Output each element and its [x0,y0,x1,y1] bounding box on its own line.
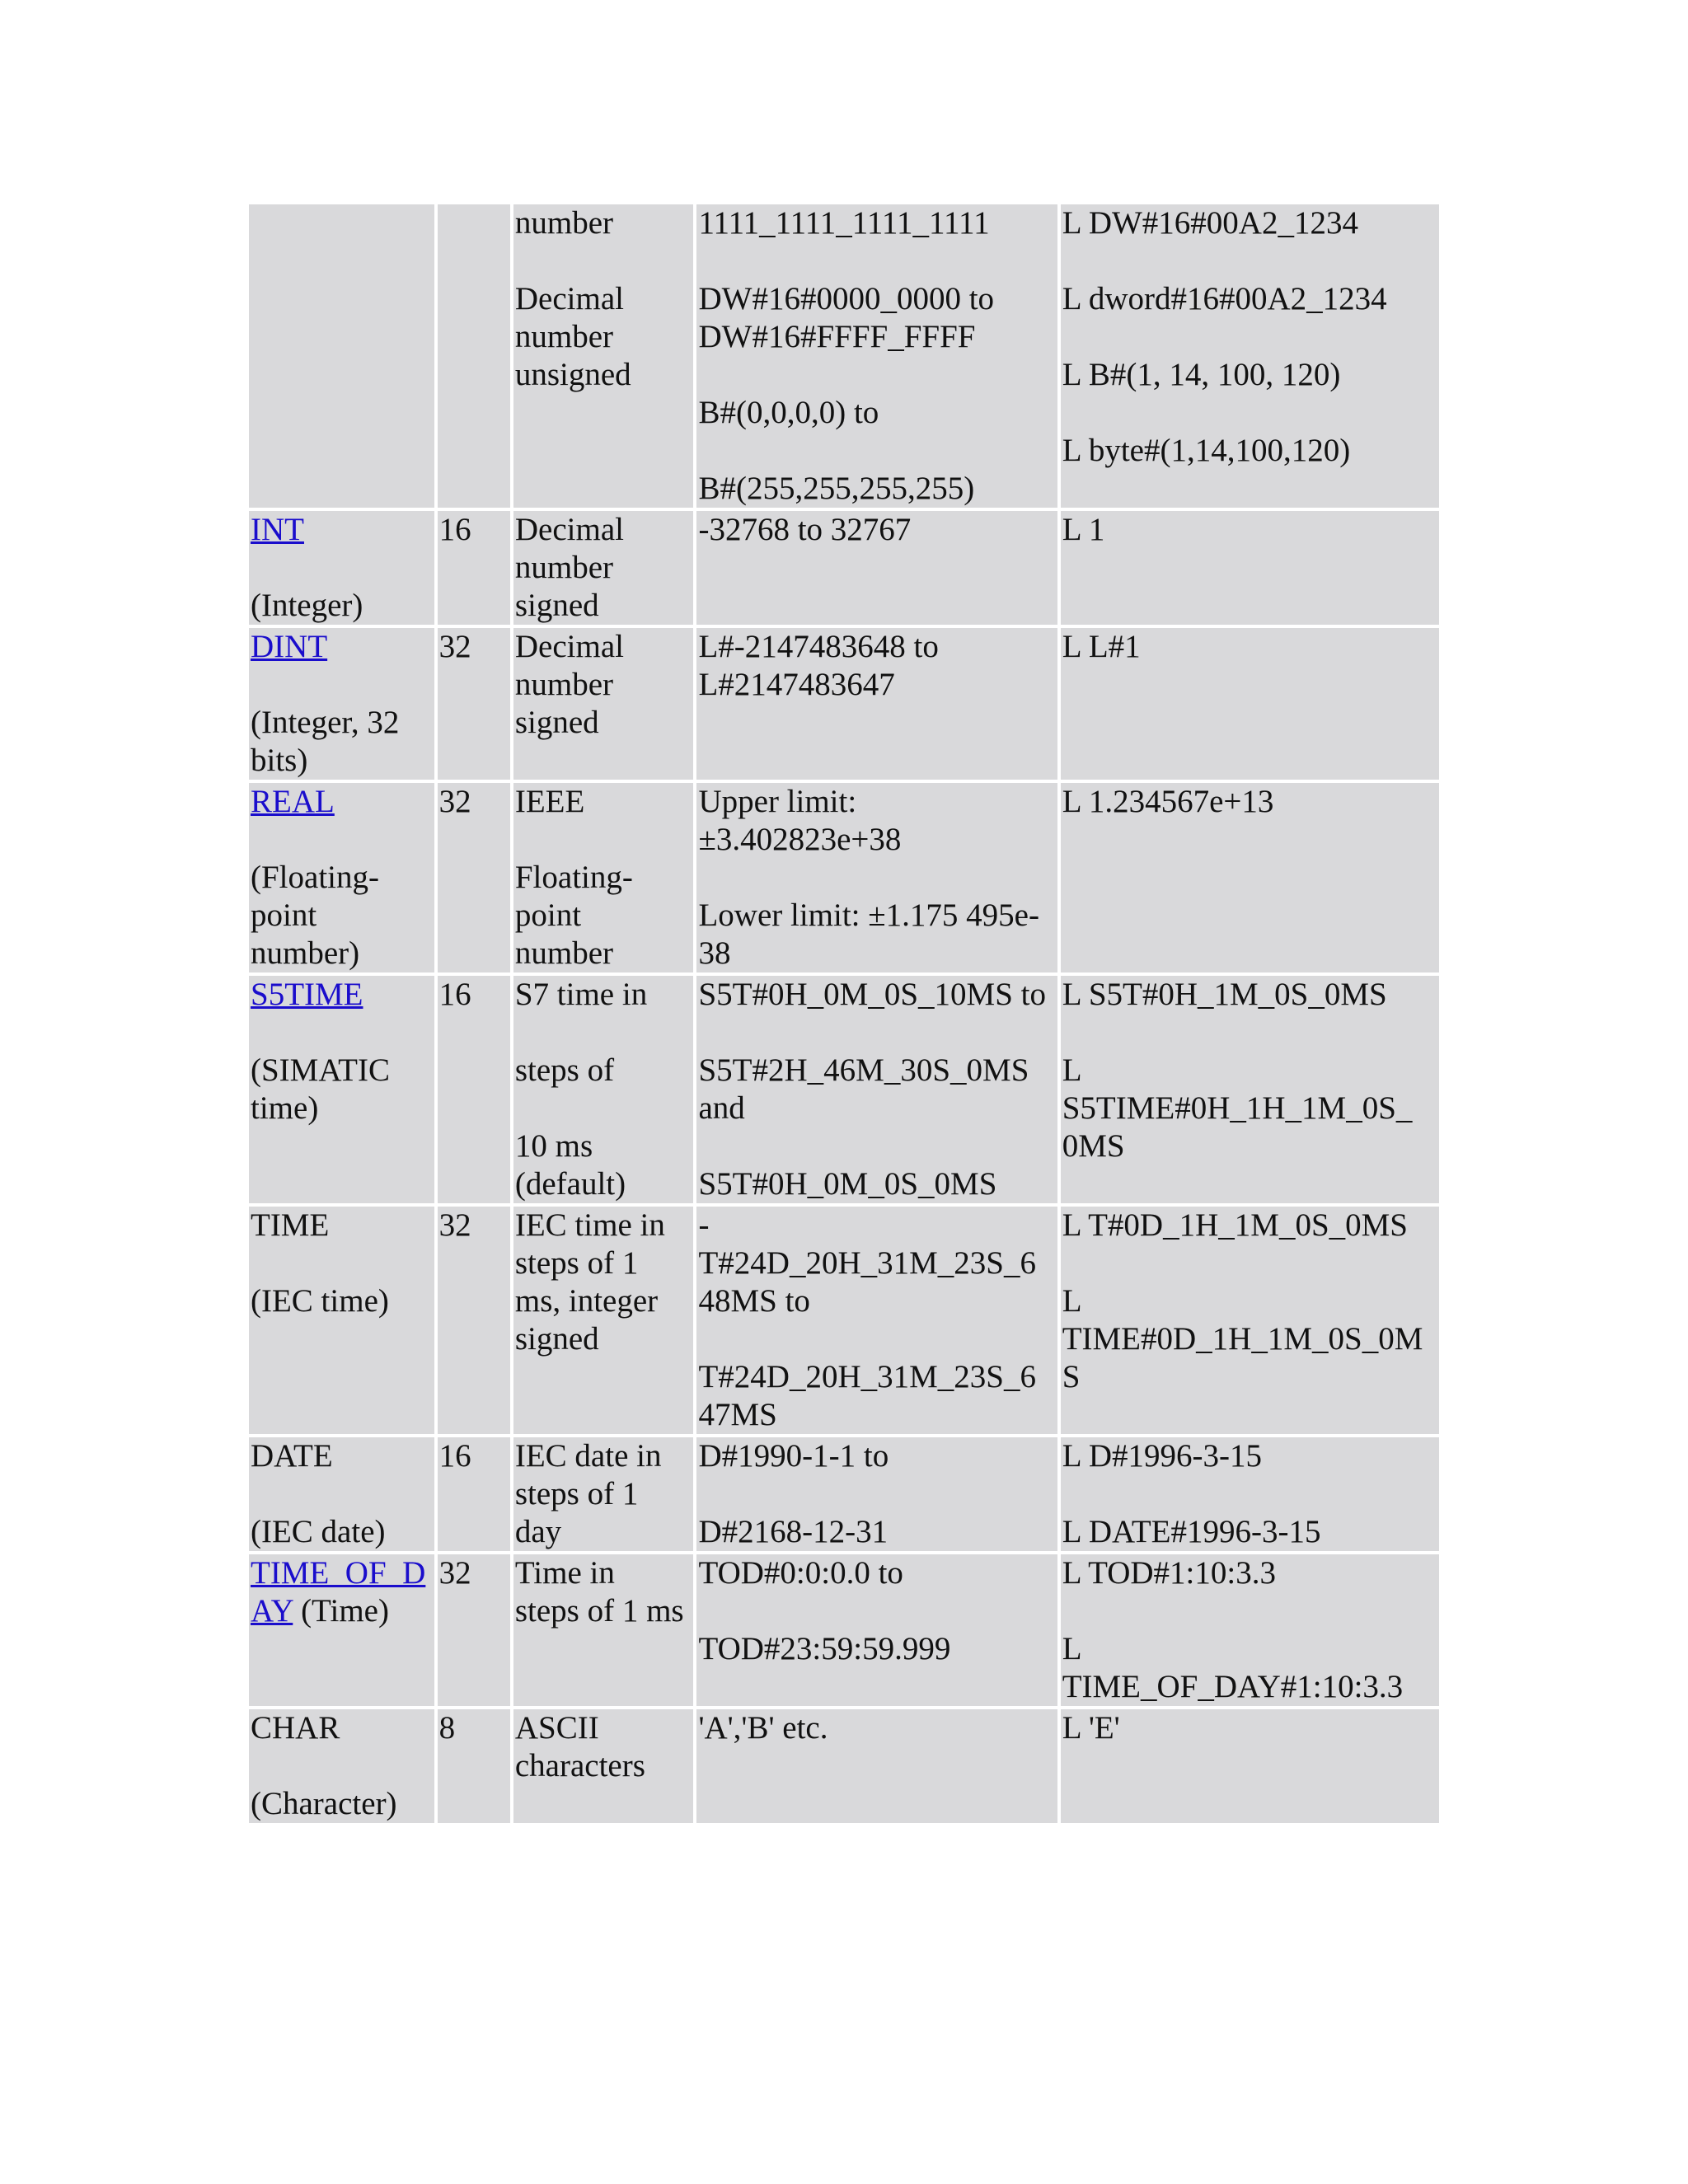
cell-text: L dword#16#00A2_1234 [1062,281,1387,316]
type-cell [249,783,434,972]
bits-cell [438,976,510,1203]
cell-text: B#(255,255,255,255) [698,471,975,506]
cell-text: 'A','B' etc. [698,1710,828,1746]
example-cell [1061,1207,1439,1434]
line-gap [251,549,433,587]
type-cell [249,511,434,625]
cell-text: 16 [438,977,471,1012]
cell-text: steps of [514,1052,615,1088]
range-cell [696,628,1057,780]
data-types-table [246,201,1442,1826]
line-gap [698,859,1055,897]
bits-cell [438,628,510,780]
table-row [249,1437,1439,1551]
type-link[interactable]: REAL [251,784,335,819]
cell-text: S5T#0H_0M_0S_0MS [698,1166,997,1202]
cell-text: L TOD#1:10:3.3 [1062,1555,1276,1591]
cell-text: (IEC time) [251,1283,389,1319]
example-cell [1061,1437,1439,1551]
line-gap [698,432,1055,470]
cell-text: day [514,1514,562,1549]
range-cell [696,1554,1057,1706]
line-gap [698,1475,1055,1513]
cell-text: signed [514,1321,599,1357]
line-gap [515,821,692,859]
range-cell [696,1207,1057,1434]
cell-text: (IEC date) [251,1514,386,1549]
cell-text: L#-2147483648 to [698,629,939,664]
line-gap [1062,1244,1437,1282]
line-gap [698,1592,1055,1630]
cell-text: Decimal [514,512,624,547]
line-gap [1062,318,1437,356]
bits-cell [438,1554,510,1706]
cell-text: IEC time in [514,1207,665,1243]
cell-text: L [1062,1631,1082,1666]
cell-text: point [251,898,317,933]
type-cell [249,1437,434,1551]
cell-text: L#2147483647 [698,667,895,702]
cell-text: IEC date in [514,1438,662,1474]
cell-text: L 'E' [1062,1710,1120,1746]
cell-text: 38 [698,935,731,971]
bits-cell [438,783,510,972]
format-cell [513,204,694,508]
cell-text: L T#0D_1H_1M_0S_0MS [1062,1207,1408,1243]
cell-text: 32 [438,1207,471,1243]
cell-text: 47MS [698,1397,777,1432]
cell-text: TIME_OF_DAY#1:10:3.3 [1062,1669,1404,1704]
cell-text: L [1062,1283,1082,1319]
line-gap [251,1014,433,1052]
example-cell [1061,628,1439,780]
cell-text: T#24D_20H_31M_23S_6 [698,1245,1036,1281]
cell-text: number [514,205,613,241]
cell-text: ASCII [514,1710,599,1746]
cell-text: 48MS to [698,1283,810,1319]
example-cell [1061,783,1439,972]
range-cell [696,204,1057,508]
type-suffix: (Time) [293,1593,389,1629]
cell-text: 32 [438,784,471,819]
cell-text: - [698,1207,710,1243]
cell-text: steps of 1 [514,1476,639,1511]
type-cell [249,628,434,780]
line-gap [1062,394,1437,432]
cell-text: L L#1 [1062,629,1141,664]
cell-text: (Integer) [251,588,363,623]
cell-text: DATE [251,1438,333,1474]
range-cell [696,511,1057,625]
cell-text: TOD#0:0:0.0 to [698,1555,903,1591]
range-cell [696,1437,1057,1551]
cell-text: (Floating- [251,860,379,895]
type-cell [249,1709,434,1823]
cell-text: S5TIME#0H_1H_1M_0S_ [1062,1090,1413,1126]
table-row [249,1709,1439,1823]
line-gap [698,242,1055,280]
format-cell [513,783,694,972]
cell-text: IEEE [514,784,585,819]
cell-text: 0MS [1062,1128,1125,1164]
cell-text: signed [514,705,599,740]
format-cell [513,1554,694,1706]
format-cell [513,1709,694,1823]
format-cell [513,1437,694,1551]
range-cell [696,1709,1057,1823]
cell-text: L D#1996-3-15 [1062,1438,1262,1474]
cell-text: DW#16#FFFF_FFFF [698,319,976,354]
cell-text: number) [251,935,360,971]
example-cell [1061,204,1439,508]
cell-text: CHAR [251,1710,340,1746]
table-row [249,783,1439,972]
type-link-continued[interactable]: AY [251,1593,293,1629]
cell-text: point [514,898,582,933]
cell-text: number [514,550,613,585]
bits-cell [438,1207,510,1434]
line-gap [515,242,692,280]
cell-text: S5T#2H_46M_30S_0MS [698,1052,1029,1088]
cell-text: S [1062,1359,1081,1394]
example-cell [1061,1709,1439,1823]
line-gap [515,1014,692,1052]
line-gap [1062,242,1437,280]
format-cell [513,511,694,625]
cell-text: L S5T#0H_1M_0S_0MS [1062,977,1387,1012]
line-gap [251,821,433,859]
cell-text: ms, integer [514,1283,659,1319]
format-cell [513,976,694,1203]
type-link-line [251,1554,433,1630]
format-cell [513,628,694,780]
line-gap [251,666,433,704]
bits-cell [438,511,510,625]
cell-text: 10 ms [514,1128,593,1164]
cell-text: number [514,319,613,354]
range-cell [696,783,1057,972]
cell-text: L [1062,1052,1082,1088]
line-gap [251,1747,433,1785]
cell-text: 16 [438,512,471,547]
cell-text: L DW#16#00A2_1234 [1062,205,1358,241]
type-link[interactable]: INT [251,512,304,547]
cell-text: bits) [251,743,308,778]
cell-text: D#2168-12-31 [698,1514,889,1549]
type-link[interactable]: DINT [251,629,328,664]
type-link-line [251,628,433,666]
cell-text: 32 [438,629,471,664]
table-row [249,1554,1439,1706]
cell-text: and [698,1090,745,1126]
example-cell [1061,976,1439,1203]
cell-text: T#24D_20H_31M_23S_6 [698,1359,1036,1394]
cell-text: L 1 [1062,512,1105,547]
line-gap [698,1014,1055,1052]
cell-text: 16 [438,1438,471,1474]
type-cell [249,204,434,508]
cell-text: S5T#0H_0M_0S_10MS to [698,977,1046,1012]
cell-text: (SIMATIC [251,1052,391,1088]
cell-text: DW#16#0000_0000 to [698,281,995,316]
line-gap [251,1244,433,1282]
cell-text: TIME [251,1207,330,1243]
cell-text: signed [514,588,599,623]
type-cell [249,976,434,1203]
cell-text: TOD#23:59:59.999 [698,1631,951,1666]
line-gap [251,1475,433,1513]
table-row [249,1207,1439,1434]
type-link-line [251,976,433,1014]
cell-text: L B#(1, 14, 100, 120) [1062,357,1341,392]
cell-text: L DATE#1996-3-15 [1062,1514,1321,1549]
type-cell [249,1207,434,1434]
cell-text: characters [514,1748,645,1783]
type-link[interactable]: TIME_OF_D [251,1555,426,1591]
cell-text: Time in [514,1555,615,1591]
table-row [249,204,1439,508]
cell-text: (default) [514,1166,626,1202]
example-cell [1061,511,1439,625]
type-cell [249,1554,434,1706]
table-body [249,204,1439,1823]
table-row [249,511,1439,625]
example-cell [1061,1554,1439,1706]
cell-text: unsigned [514,357,631,392]
cell-text: 8 [438,1710,456,1746]
cell-text: (Character) [251,1786,397,1821]
type-link-line [251,511,433,549]
line-gap [1062,1014,1437,1052]
cell-text: steps of 1 ms [514,1593,684,1629]
cell-text: Upper limit: [698,784,857,819]
cell-text: Lower limit: ±1.175 495e- [698,898,1039,933]
cell-text: TIME#0D_1H_1M_0S_0M [1062,1321,1423,1357]
cell-text: -32768 to 32767 [698,512,912,547]
line-gap [1062,1592,1437,1630]
table-row [249,628,1439,780]
cell-text: number [514,935,613,971]
table-row [249,976,1439,1203]
cell-text: (Integer, 32 [251,705,400,740]
cell-text: L 1.234567e+13 [1062,784,1274,819]
bits-cell [438,1709,510,1823]
cell-text: B#(0,0,0,0) to [698,395,879,430]
cell-text: Floating- [514,860,633,895]
cell-text: 32 [438,1555,471,1591]
line-gap [515,1090,692,1127]
cell-text: ±3.402823e+38 [698,822,902,857]
cell-text: Decimal [514,629,624,664]
cell-text: Decimal [514,281,624,316]
cell-text: L byte#(1,14,100,120) [1062,433,1351,468]
line-gap [698,1127,1055,1165]
cell-text: S7 time in [514,977,648,1012]
range-cell [696,976,1057,1203]
cell-text: steps of 1 [514,1245,639,1281]
cell-text: time) [251,1090,319,1126]
bits-cell [438,204,510,508]
cell-text: number [514,667,613,702]
type-link-line [251,783,433,821]
type-link[interactable]: S5TIME [251,977,363,1012]
line-gap [1062,1475,1437,1513]
format-cell [513,1207,694,1434]
line-gap [698,1320,1055,1358]
bits-cell [438,1437,510,1551]
line-gap [698,356,1055,394]
cell-text: 1111_1111_1111_1111 [698,205,990,241]
cell-text: D#1990-1-1 to [698,1438,889,1474]
